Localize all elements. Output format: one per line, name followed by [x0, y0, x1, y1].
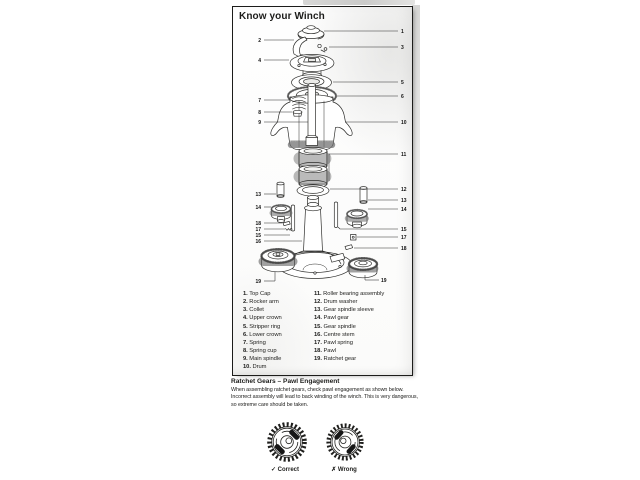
ratchet-section-body: [231, 387, 418, 409]
panel-title: Know your Winch: [239, 11, 325, 22]
callout-number: 17: [401, 235, 407, 241]
callout-number: 5: [401, 80, 404, 86]
part-top-cap: [298, 26, 324, 39]
callout-number: 6: [401, 94, 404, 100]
check-icon: ✓: [270, 467, 276, 473]
callout-number: 9: [258, 120, 261, 126]
body-line: Incorrect assembly will lead to back winding of the winch. This is very dangerous,: [231, 394, 418, 401]
parts-list-item: 5. Stripper ring: [243, 323, 281, 330]
callout-number: 19: [255, 279, 261, 285]
parts-list-item: 14. Pawl gear: [314, 315, 349, 322]
callout-number: 17: [255, 227, 261, 233]
parts-list-item: 2. Rocker arm: [243, 299, 279, 306]
callout-number: 13: [401, 198, 407, 204]
part-pawl-and-spring-right: [345, 235, 356, 250]
ratchet-section-heading: Ratchet Gears – Pawl Engagement: [231, 378, 340, 385]
callout-number: 12: [401, 187, 407, 193]
winch-exploded-diagram: [233, 23, 412, 289]
part-ratchet-gear-left: [262, 249, 295, 272]
part-drum-washer: [297, 185, 329, 196]
part-ratchet-gear-right: [349, 258, 377, 278]
callout-number: 11: [401, 152, 407, 158]
callout-number: 3: [401, 45, 404, 51]
gear-correct-figure: [270, 425, 305, 460]
parts-list-item: 13. Gear spindle sleeve: [314, 307, 374, 314]
parts-list-item: 1. Top Cap: [243, 291, 271, 297]
body-line: so extreme care should be taken.: [231, 401, 309, 408]
callout-number: 1: [401, 29, 404, 35]
parts-list-item: 12. Drum washer: [314, 299, 358, 306]
parts-list-item: 4. Upper crown: [243, 315, 282, 322]
callout-number: 7: [258, 98, 261, 104]
gear-wrong-figure: [329, 426, 362, 459]
parts-list-item: 19. Ratchet gear: [314, 356, 357, 363]
parts-list-item: 8. Spring cup: [243, 348, 277, 355]
part-pawl-gear-left: [272, 205, 291, 223]
part-collet: [318, 44, 327, 52]
parts-list-item: 15. Gear spindle: [314, 323, 356, 330]
parts-list-column-left: [243, 290, 282, 372]
correct-figure-label: ✓ Correct: [270, 467, 300, 473]
wrong-figure-label: ✗ Wrong: [331, 467, 357, 473]
callout-number: 18: [255, 221, 261, 227]
callout-number: 14: [255, 205, 261, 211]
callout-number: 8: [258, 110, 261, 116]
winch-diagram-panel: [232, 6, 413, 376]
parts-list-item: 17. Pawl spring: [314, 339, 353, 346]
parts-list-item: 7. Spring: [243, 339, 266, 346]
parts-list-item: 3. Collet: [243, 307, 264, 314]
callout-number: 19: [381, 278, 387, 284]
body-line: When assembling ratchet gears, check pawl engagement as shown below.: [231, 387, 404, 393]
callout-number: 2: [258, 38, 261, 44]
parts-list-item: 11. Roller bearing assembly: [314, 291, 385, 297]
callout-number: 18: [401, 246, 407, 252]
parts-list-item: 6. Lower crown: [243, 331, 282, 338]
pawl-engagement-figures: [252, 416, 422, 468]
callout-number: 16: [255, 239, 261, 245]
cross-icon: ✗: [331, 467, 337, 473]
part-main-spindle: [306, 83, 318, 145]
scan-artifact-top: [303, 0, 415, 5]
parts-list-item: 18. Pawl: [314, 348, 336, 355]
callout-number: 15: [255, 233, 261, 239]
scan-artifact-right: [412, 5, 420, 335]
callout-number: 14: [401, 207, 407, 213]
parts-list-item: 16. Centre stem: [314, 331, 355, 338]
callout-number: 15: [401, 227, 407, 233]
part-pawl-gear-right: [347, 210, 367, 228]
callout-number: 4: [258, 58, 261, 64]
callout-number: 13: [255, 192, 261, 198]
parts-list-item: 9. Main spindle: [243, 356, 282, 363]
part-roller-bearings: [299, 147, 327, 187]
callout-number: 10: [401, 120, 407, 126]
parts-list-column-right: [314, 290, 384, 363]
parts-list-item: 10. Drum: [243, 364, 267, 371]
